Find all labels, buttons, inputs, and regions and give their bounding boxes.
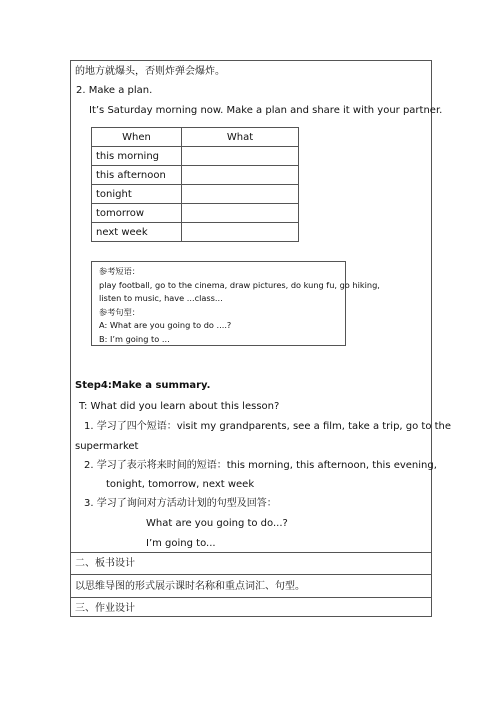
table-header-when: When xyxy=(92,128,182,147)
section-title-homework: 三、作业设计 xyxy=(75,603,135,614)
section-title-board-design: 二、板书设计 xyxy=(75,558,135,569)
table-cell-when: next week xyxy=(92,223,182,242)
summary-point-1-continued: supermarket xyxy=(75,441,139,452)
task-heading: 2. Make a plan. xyxy=(76,85,153,96)
pattern-answer: I’m going to... xyxy=(146,538,216,549)
phrases-line: listen to music, have ...class... xyxy=(99,293,223,303)
table-row xyxy=(92,166,299,185)
section-divider xyxy=(70,574,432,575)
table-cell-when: this morning xyxy=(92,147,182,166)
table-row xyxy=(92,147,299,166)
summary-point-2-continued: tonight, tomorrow, next week xyxy=(106,479,255,490)
summary-point-2: 2. 学习了表示将来时间的短语：this morning, this afternoon, this evening, xyxy=(84,460,437,471)
sentence-answer: B: I’m going to ... xyxy=(99,333,170,344)
board-design-text: 以思维导图的形式展示课时名称和重点词汇、句型。 xyxy=(75,581,305,592)
table-row xyxy=(92,223,299,242)
plan-table xyxy=(91,127,299,242)
task-instruction: It’s Saturday morning now. Make a plan and share it with your partner. xyxy=(89,105,443,116)
table-cell-what[interactable] xyxy=(182,185,299,204)
table-header-row xyxy=(92,128,299,147)
table-header-what: What xyxy=(182,128,299,147)
continued-text-line: 的地方就爆头，否则炸弹会爆炸。 xyxy=(75,66,225,77)
phrases-line: play football, go to the cinema, draw pictures, do kung fu, go hiking, xyxy=(99,279,380,290)
table-cell-what[interactable] xyxy=(182,147,299,166)
section-divider xyxy=(70,597,432,598)
table-cell-when: this afternoon xyxy=(92,166,182,185)
sentence-question: A: What are you going to do ....? xyxy=(99,320,232,330)
step-heading: Step4:Make a summary. xyxy=(75,380,211,391)
pattern-question: What are you going to do...? xyxy=(146,518,288,529)
table-cell-what[interactable] xyxy=(182,166,299,185)
reference-box xyxy=(91,261,380,346)
table-row xyxy=(92,185,299,204)
table-cell-when: tonight xyxy=(92,185,182,204)
table-cell-what[interactable] xyxy=(182,204,299,223)
summary-point-3: 3. 学习了询问对方活动计划的句型及回答： xyxy=(84,498,277,509)
section-divider xyxy=(70,552,432,553)
summary-point-1: 1. 学习了四个短语：visit my grandparents, see a film, take a trip, go to the xyxy=(84,421,452,432)
table-cell-what[interactable] xyxy=(182,223,299,242)
table-cell-when: tomorrow xyxy=(92,204,182,223)
sentences-label: 参考句型： xyxy=(99,306,140,317)
table-row xyxy=(92,204,299,223)
phrases-label: 参考短语： xyxy=(99,266,140,276)
teacher-question: T: What did you learn about this lesson? xyxy=(79,401,280,412)
